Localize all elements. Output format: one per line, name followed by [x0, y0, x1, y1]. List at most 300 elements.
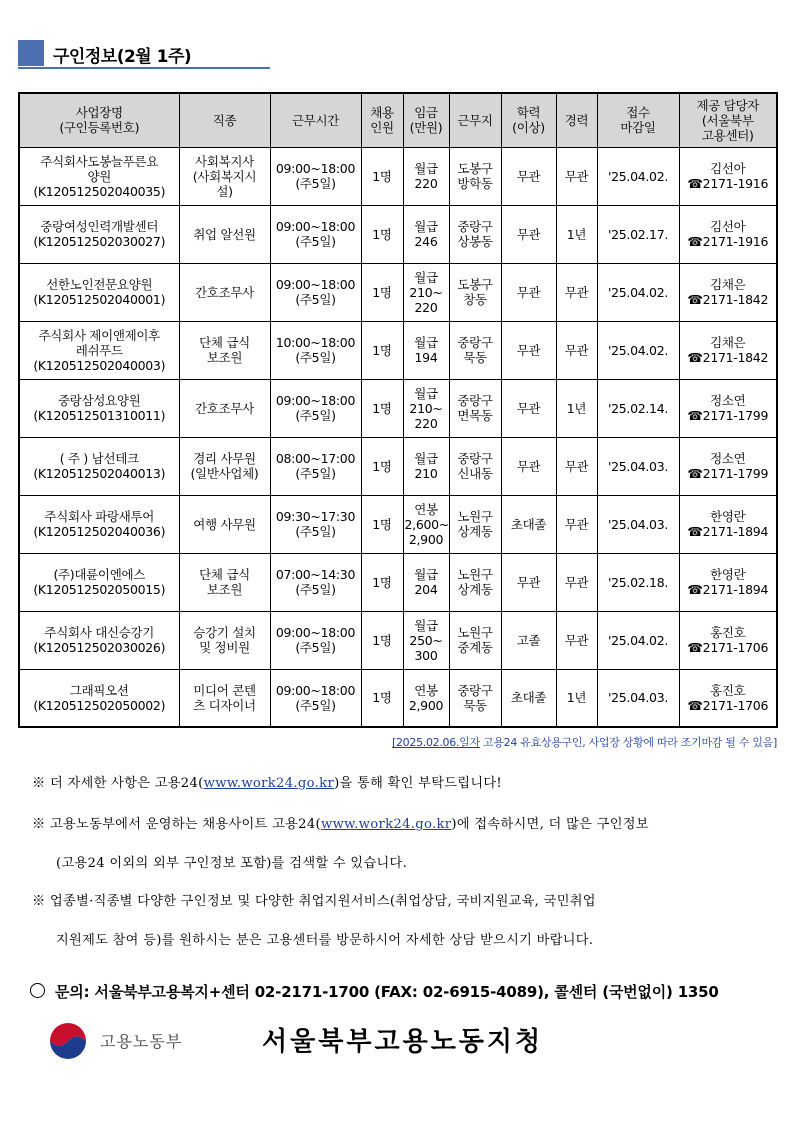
column-header-text: 직종	[212, 112, 237, 128]
cell-wage-text: 246	[414, 234, 438, 249]
cell-wage-text: 210~	[409, 400, 443, 416]
cell-hours	[270, 205, 361, 263]
cell-manager	[679, 379, 777, 437]
cell-job-text: 간호조무사	[195, 400, 254, 416]
cell-career	[556, 263, 597, 321]
cell-place	[449, 437, 501, 495]
cell-company-text: (K120512502030026)	[33, 640, 166, 655]
cell-hours	[270, 379, 361, 437]
cell-manager	[679, 147, 777, 205]
table-row	[19, 611, 777, 669]
table-row	[19, 495, 777, 553]
cell-career-text: 무관	[564, 632, 589, 648]
cell-wage-text: 월급	[414, 567, 438, 582]
cell-place	[449, 147, 501, 205]
cell-education-text: 무관	[516, 342, 541, 358]
cell-company-text: 주식회사 제이앤제이후	[38, 327, 160, 343]
column-header-text: 경력	[564, 112, 589, 128]
cell-place	[449, 611, 501, 669]
work24-link[interactable]: www.work24.go.kr	[203, 776, 335, 791]
cell-job	[179, 611, 270, 669]
cell-company	[19, 437, 179, 495]
table-row	[19, 437, 777, 495]
cell-company-text: (K120512502040003)	[33, 357, 166, 373]
cell-wage	[403, 147, 449, 205]
cell-company	[19, 321, 179, 379]
cell-company	[19, 263, 179, 321]
cell-deadline-text: '25.04.03.	[607, 516, 669, 532]
cell-career	[556, 205, 597, 263]
table-row	[19, 553, 777, 611]
cell-wage	[403, 321, 449, 379]
cell-company-text: (K120512501310011)	[33, 408, 166, 423]
cell-hours-text: (주5일)	[295, 640, 336, 655]
cell-company	[19, 205, 179, 263]
cell-wage-text: 월급	[414, 219, 438, 234]
cell-career-text: 1년	[566, 400, 587, 416]
cell-job-text: 단체 급식	[199, 567, 250, 582]
cell-career	[556, 379, 597, 437]
cell-company	[19, 553, 179, 611]
cell-hours-text: 09:00~18:00	[275, 682, 356, 698]
cell-wage-text: 2,900	[408, 531, 444, 547]
cell-company-text: 주식회사 대신승강기	[44, 625, 155, 640]
table-header-row	[19, 93, 777, 147]
cell-deadline	[597, 379, 679, 437]
cell-deadline	[597, 611, 679, 669]
cell-company-text: (K120512502040013)	[33, 466, 166, 481]
cell-deadline-text: '25.02.14.	[607, 400, 669, 416]
cell-hours-text: 09:00~18:00	[275, 219, 356, 234]
cell-company-text: (주)대륜이엔에스	[53, 567, 146, 582]
column-header-text: 임금	[414, 105, 438, 121]
cell-wage-text: 210~	[409, 284, 443, 300]
cell-manager-text: ☎2171-1842	[687, 292, 769, 307]
cell-manager-text: ☎2171-1706	[687, 640, 769, 655]
cell-hours	[270, 495, 361, 553]
column-header-text: 학력	[516, 105, 541, 121]
cell-count-text: 1명	[372, 342, 392, 358]
cell-wage-text: 월급	[414, 269, 438, 285]
cell-place-text: 면목동	[457, 408, 493, 423]
cell-count	[361, 553, 403, 611]
cell-wage-text: 194	[414, 350, 438, 365]
cell-manager-text: 김채은	[710, 335, 746, 350]
cell-education	[501, 553, 556, 611]
cell-job-text: 보조원	[206, 582, 243, 597]
cell-manager	[679, 321, 777, 379]
cell-job-text: 미디어 콘텐	[193, 682, 256, 698]
cell-manager-text: ☎2171-1799	[687, 408, 769, 423]
page-title: 구인정보(2월 1주)	[53, 47, 192, 67]
cell-place-text: 상봉동	[457, 234, 493, 249]
column-header-text: (구인등록번호)	[59, 120, 140, 136]
cell-career-text: 무관	[564, 516, 589, 532]
cell-wage-text: 월급	[414, 617, 438, 633]
cell-education	[501, 495, 556, 553]
cell-company-text: (K120512502050002)	[33, 697, 166, 713]
cell-deadline-text: '25.04.02.	[607, 284, 669, 300]
cell-education-text: 무관	[516, 458, 541, 474]
cell-wage-text: 204	[414, 582, 438, 597]
cell-job	[179, 669, 270, 727]
cell-place-text: 노원구	[457, 567, 493, 582]
cell-job-text: 경리 사무원	[193, 451, 256, 466]
ministry-name: 고용노동부	[100, 1032, 183, 1051]
cell-place-text: 중랑구	[457, 219, 493, 234]
header-square-icon	[18, 40, 44, 66]
cell-manager-text: ☎2171-1842	[687, 350, 769, 365]
cell-wage-text: 220	[414, 299, 438, 315]
cell-job-text: (사회복지시	[192, 168, 257, 184]
cell-career-text: 무관	[564, 342, 589, 358]
section-header	[18, 38, 270, 67]
cell-career	[556, 553, 597, 611]
cell-company	[19, 611, 179, 669]
cell-deadline	[597, 263, 679, 321]
cell-company-text: (K120512502050015)	[33, 582, 166, 597]
cell-wage	[403, 495, 449, 553]
work24-link-2[interactable]: www.work24.go.kr	[320, 817, 452, 832]
cell-place-text: 중랑구	[457, 682, 493, 698]
cell-job-text: 여행 사무원	[193, 516, 256, 532]
cell-place	[449, 495, 501, 553]
cell-hours-text: (주5일)	[295, 582, 336, 597]
cell-count	[361, 495, 403, 553]
cell-wage-text: 250~	[409, 632, 443, 648]
table-row	[19, 205, 777, 263]
column-header-text: 근무지	[457, 112, 493, 128]
cell-manager-text: ☎2171-1894	[687, 524, 769, 539]
cell-deadline-text: '25.02.17.	[607, 226, 669, 242]
table-row	[19, 263, 777, 321]
cell-place-text: 노원구	[457, 625, 493, 640]
column-header	[679, 93, 777, 147]
cell-manager-text: 김선아	[710, 161, 746, 176]
cell-wage-text: 연봉	[414, 682, 438, 698]
job-listing-table	[18, 92, 778, 728]
cell-manager-text: ☎2171-1916	[687, 176, 769, 191]
cell-job	[179, 495, 270, 553]
cell-education	[501, 147, 556, 205]
cell-deadline	[597, 495, 679, 553]
cell-hours-text: (주5일)	[295, 524, 336, 539]
cell-job	[179, 263, 270, 321]
column-header-text: 마감일	[620, 120, 656, 136]
cell-place-text: 중랑구	[457, 335, 493, 350]
cell-place-text: 중계동	[457, 640, 493, 655]
cell-job-text: 단체 급식	[199, 335, 250, 350]
cell-manager-text: 정소연	[710, 451, 746, 466]
cell-place	[449, 669, 501, 727]
cell-place-text: 묵동	[463, 697, 487, 713]
cell-count	[361, 669, 403, 727]
cell-manager-text: 김채은	[710, 277, 746, 292]
cell-count-text: 1명	[372, 458, 392, 474]
cell-place	[449, 553, 501, 611]
cell-hours	[270, 669, 361, 727]
cell-company-text: 주식회사 파랑새투어	[44, 509, 155, 524]
cell-count-text: 1명	[372, 168, 392, 184]
cell-deadline-text: '25.04.02.	[607, 632, 669, 648]
circle-bullet-icon	[30, 983, 45, 998]
cell-deadline	[597, 321, 679, 379]
cell-deadline	[597, 553, 679, 611]
cell-education-text: 무관	[516, 574, 541, 590]
cell-wage-text: 2,900	[408, 697, 444, 713]
cell-education-text: 고졸	[516, 632, 541, 648]
info-paragraph-2	[32, 813, 649, 832]
table-row	[19, 321, 777, 379]
cell-manager	[679, 553, 777, 611]
cell-place-text: 상계동	[457, 524, 493, 539]
cell-company-text: (K120512502040001)	[33, 292, 166, 307]
cell-job-text: 및 정비원	[199, 640, 250, 655]
column-header-text: 채용	[370, 105, 394, 121]
cell-manager-text: 한영란	[710, 567, 746, 582]
cell-education	[501, 611, 556, 669]
cell-manager	[679, 205, 777, 263]
cell-company-text: 레쉬푸드	[75, 342, 123, 358]
cell-company-text: 중랑삼성요양원	[58, 393, 141, 408]
header-underline	[18, 67, 270, 69]
cell-place-text: 도봉구	[457, 277, 493, 292]
cell-education	[501, 321, 556, 379]
cell-education-text: 무관	[516, 284, 541, 300]
cell-deadline	[597, 437, 679, 495]
cell-wage-text: 월급	[414, 451, 438, 466]
cell-count-text: 1명	[372, 226, 392, 242]
contact-line	[30, 981, 719, 1002]
cell-company	[19, 147, 179, 205]
cell-hours-text: (주5일)	[295, 408, 336, 423]
cell-manager-text: ☎2171-1916	[687, 234, 769, 249]
table-row	[19, 147, 777, 205]
cell-hours-text: (주5일)	[295, 466, 336, 481]
cell-deadline-text: '25.04.02.	[607, 168, 669, 184]
cell-deadline	[597, 147, 679, 205]
cell-place-text: 도봉구	[457, 161, 493, 176]
cell-career-text: 1년	[566, 690, 587, 706]
cell-manager-text: ☎2171-1706	[687, 697, 769, 713]
cell-education	[501, 263, 556, 321]
cell-manager	[679, 437, 777, 495]
cell-education-text: 무관	[516, 400, 541, 416]
info-paragraph-1	[32, 772, 502, 791]
cell-hours	[270, 147, 361, 205]
cell-education-text: 초대졸	[510, 690, 547, 706]
cell-company-text: ( 주 ) 남선테크	[59, 451, 139, 466]
table-footnote	[392, 734, 777, 750]
cell-count-text: 1명	[372, 516, 392, 532]
cell-count-text: 1명	[372, 574, 392, 590]
column-header-text: 제공 담당자	[696, 97, 760, 113]
cell-hours-text: 09:30~17:30	[275, 509, 356, 524]
cell-wage-text: 220	[414, 415, 438, 431]
column-header	[403, 93, 449, 147]
column-header-text: 사업장명	[75, 105, 123, 121]
cell-job-text: (일반사업체)	[190, 466, 259, 481]
cell-hours-text: 09:00~18:00	[275, 161, 356, 176]
cell-wage	[403, 669, 449, 727]
column-header	[270, 93, 361, 147]
ministry-logo-icon	[46, 1019, 90, 1063]
cell-deadline-text: '25.04.03.	[607, 690, 669, 706]
cell-count	[361, 379, 403, 437]
column-header-text: (만원)	[409, 120, 443, 136]
cell-company-text: (K120512502030027)	[33, 234, 166, 249]
column-header	[179, 93, 270, 147]
cell-deadline-text: '25.02.18.	[607, 574, 669, 590]
cell-job-text: 취업 알선원	[193, 226, 256, 242]
cell-company	[19, 669, 179, 727]
cell-company-text: (K120512502040035)	[33, 183, 166, 199]
cell-job	[179, 379, 270, 437]
cell-wage	[403, 205, 449, 263]
cell-manager-text: ☎2171-1799	[687, 466, 769, 481]
cell-company-text: 그래픽오션	[69, 682, 129, 698]
cell-count	[361, 321, 403, 379]
cell-place	[449, 379, 501, 437]
cell-education	[501, 437, 556, 495]
column-header-text: 근무시간	[291, 112, 340, 128]
cell-hours-text: (주5일)	[295, 350, 336, 365]
cell-career-text: 무관	[564, 284, 589, 300]
cell-manager-text: ☎2171-1894	[687, 582, 769, 597]
cell-company	[19, 379, 179, 437]
cell-place-text: 중랑구	[457, 451, 493, 466]
cell-wage	[403, 437, 449, 495]
cell-hours	[270, 553, 361, 611]
cell-job-text: 설)	[216, 183, 233, 199]
cell-count	[361, 205, 403, 263]
cell-hours-text: (주5일)	[295, 697, 336, 713]
cell-count-text: 1명	[372, 690, 392, 706]
cell-count	[361, 611, 403, 669]
column-header-text: 접수	[626, 105, 650, 121]
cell-place-text: 신내동	[457, 466, 493, 481]
cell-count	[361, 437, 403, 495]
p2-text: ※ 고용노동부에서 운영하는 채용사이트 고용24(	[32, 817, 321, 832]
table-row	[19, 669, 777, 727]
cell-place-text: 방학동	[457, 176, 493, 191]
column-header-text: (서울북부	[701, 112, 754, 128]
cell-hours-text: 09:00~18:00	[275, 625, 356, 640]
cell-career-text: 1년	[566, 226, 587, 242]
cell-manager-text: 한영란	[710, 509, 746, 524]
cell-count	[361, 263, 403, 321]
cell-place-text: 상계동	[457, 582, 493, 597]
column-header-text: 인원	[370, 120, 394, 136]
cell-count	[361, 147, 403, 205]
cell-manager	[679, 669, 777, 727]
column-header	[19, 93, 179, 147]
cell-wage	[403, 553, 449, 611]
cell-company-text: 선한노인전문요양원	[46, 277, 153, 292]
cell-hours	[270, 611, 361, 669]
cell-manager-text: 김선아	[710, 219, 746, 234]
cell-deadline-text: '25.04.02.	[607, 342, 669, 358]
cell-hours	[270, 437, 361, 495]
cell-wage	[403, 611, 449, 669]
cell-hours-text: (주5일)	[295, 234, 336, 249]
cell-deadline	[597, 205, 679, 263]
cell-job	[179, 205, 270, 263]
cell-career-text: 무관	[564, 458, 589, 474]
cell-education	[501, 669, 556, 727]
info-paragraph-3: (고용24 이외의 외부 구인정보 포함)를 검색할 수 있습니다.	[56, 856, 408, 871]
cell-wage-text: 연봉	[414, 501, 438, 517]
cell-education-text: 초대졸	[510, 516, 547, 532]
cell-wage-text: 월급	[414, 161, 438, 176]
office-name: 서울북부고용노동지청	[262, 1027, 544, 1057]
column-header	[597, 93, 679, 147]
cell-place	[449, 321, 501, 379]
cell-job	[179, 437, 270, 495]
cell-hours	[270, 321, 361, 379]
cell-job-text: 보조원	[206, 350, 243, 365]
p1-text-end: )을 통해 확인 부탁드립니다!	[334, 776, 503, 791]
table-row	[19, 379, 777, 437]
cell-manager-text: 정소연	[710, 393, 746, 408]
cell-count-text: 1명	[372, 632, 392, 648]
cell-company-text: 주식회사도봉늘푸른요	[40, 153, 159, 169]
cell-education	[501, 379, 556, 437]
cell-hours-text: 09:00~18:00	[275, 277, 356, 292]
cell-education	[501, 205, 556, 263]
column-header-text: 고용센터)	[701, 127, 754, 143]
cell-education-text: 무관	[516, 168, 541, 184]
info-paragraph-5: 지원제도 참여 등)를 원하시는 분은 고용센터를 방문하시어 자세한 상담 받으시기 바랍니다.	[56, 933, 594, 948]
cell-count-text: 1명	[372, 400, 392, 416]
cell-career	[556, 611, 597, 669]
cell-job-text: 츠 디자이너	[193, 697, 256, 713]
cell-career	[556, 495, 597, 553]
cell-career-text: 무관	[564, 574, 589, 590]
cell-job-text: 간호조무사	[195, 284, 254, 300]
cell-wage-text: 300	[414, 647, 438, 663]
cell-career	[556, 321, 597, 379]
column-header-text: (이상)	[512, 120, 545, 136]
column-header	[556, 93, 597, 147]
cell-hours-text: (주5일)	[295, 176, 336, 191]
cell-job	[179, 147, 270, 205]
cell-place-text: 중랑구	[457, 393, 493, 408]
footnote-date: [2025.02.06.일자	[391, 736, 480, 749]
cell-hours-text: 10:00~18:00	[275, 335, 356, 350]
cell-manager-text: 홍진호	[710, 682, 746, 698]
info-paragraph-4: ※ 업종별·직종별 다양한 구인정보 및 다양한 취업지원서비스(취업상담, 국비지원교육, 국민취업	[32, 894, 596, 909]
p1-text: ※ 더 자세한 사항은 고용24(	[32, 776, 204, 791]
cell-hours-text: 09:00~18:00	[275, 393, 356, 408]
cell-place-text: 묵동	[463, 350, 487, 365]
cell-company-text: 양원	[87, 168, 112, 184]
cell-hours-text: 08:00~17:00	[275, 451, 356, 466]
cell-manager	[679, 263, 777, 321]
cell-wage	[403, 379, 449, 437]
cell-hours-text: (주5일)	[295, 292, 336, 307]
cell-education-text: 무관	[516, 226, 541, 242]
column-header	[361, 93, 403, 147]
cell-wage-text: 210	[414, 466, 438, 481]
cell-job-text: 사회복지사	[195, 153, 254, 169]
cell-career-text: 무관	[564, 168, 589, 184]
cell-hours-text: 07:00~14:30	[275, 567, 356, 582]
cell-hours	[270, 263, 361, 321]
cell-place-text: 노원구	[457, 509, 493, 524]
cell-career	[556, 147, 597, 205]
cell-manager-text: 홍진호	[710, 625, 746, 640]
